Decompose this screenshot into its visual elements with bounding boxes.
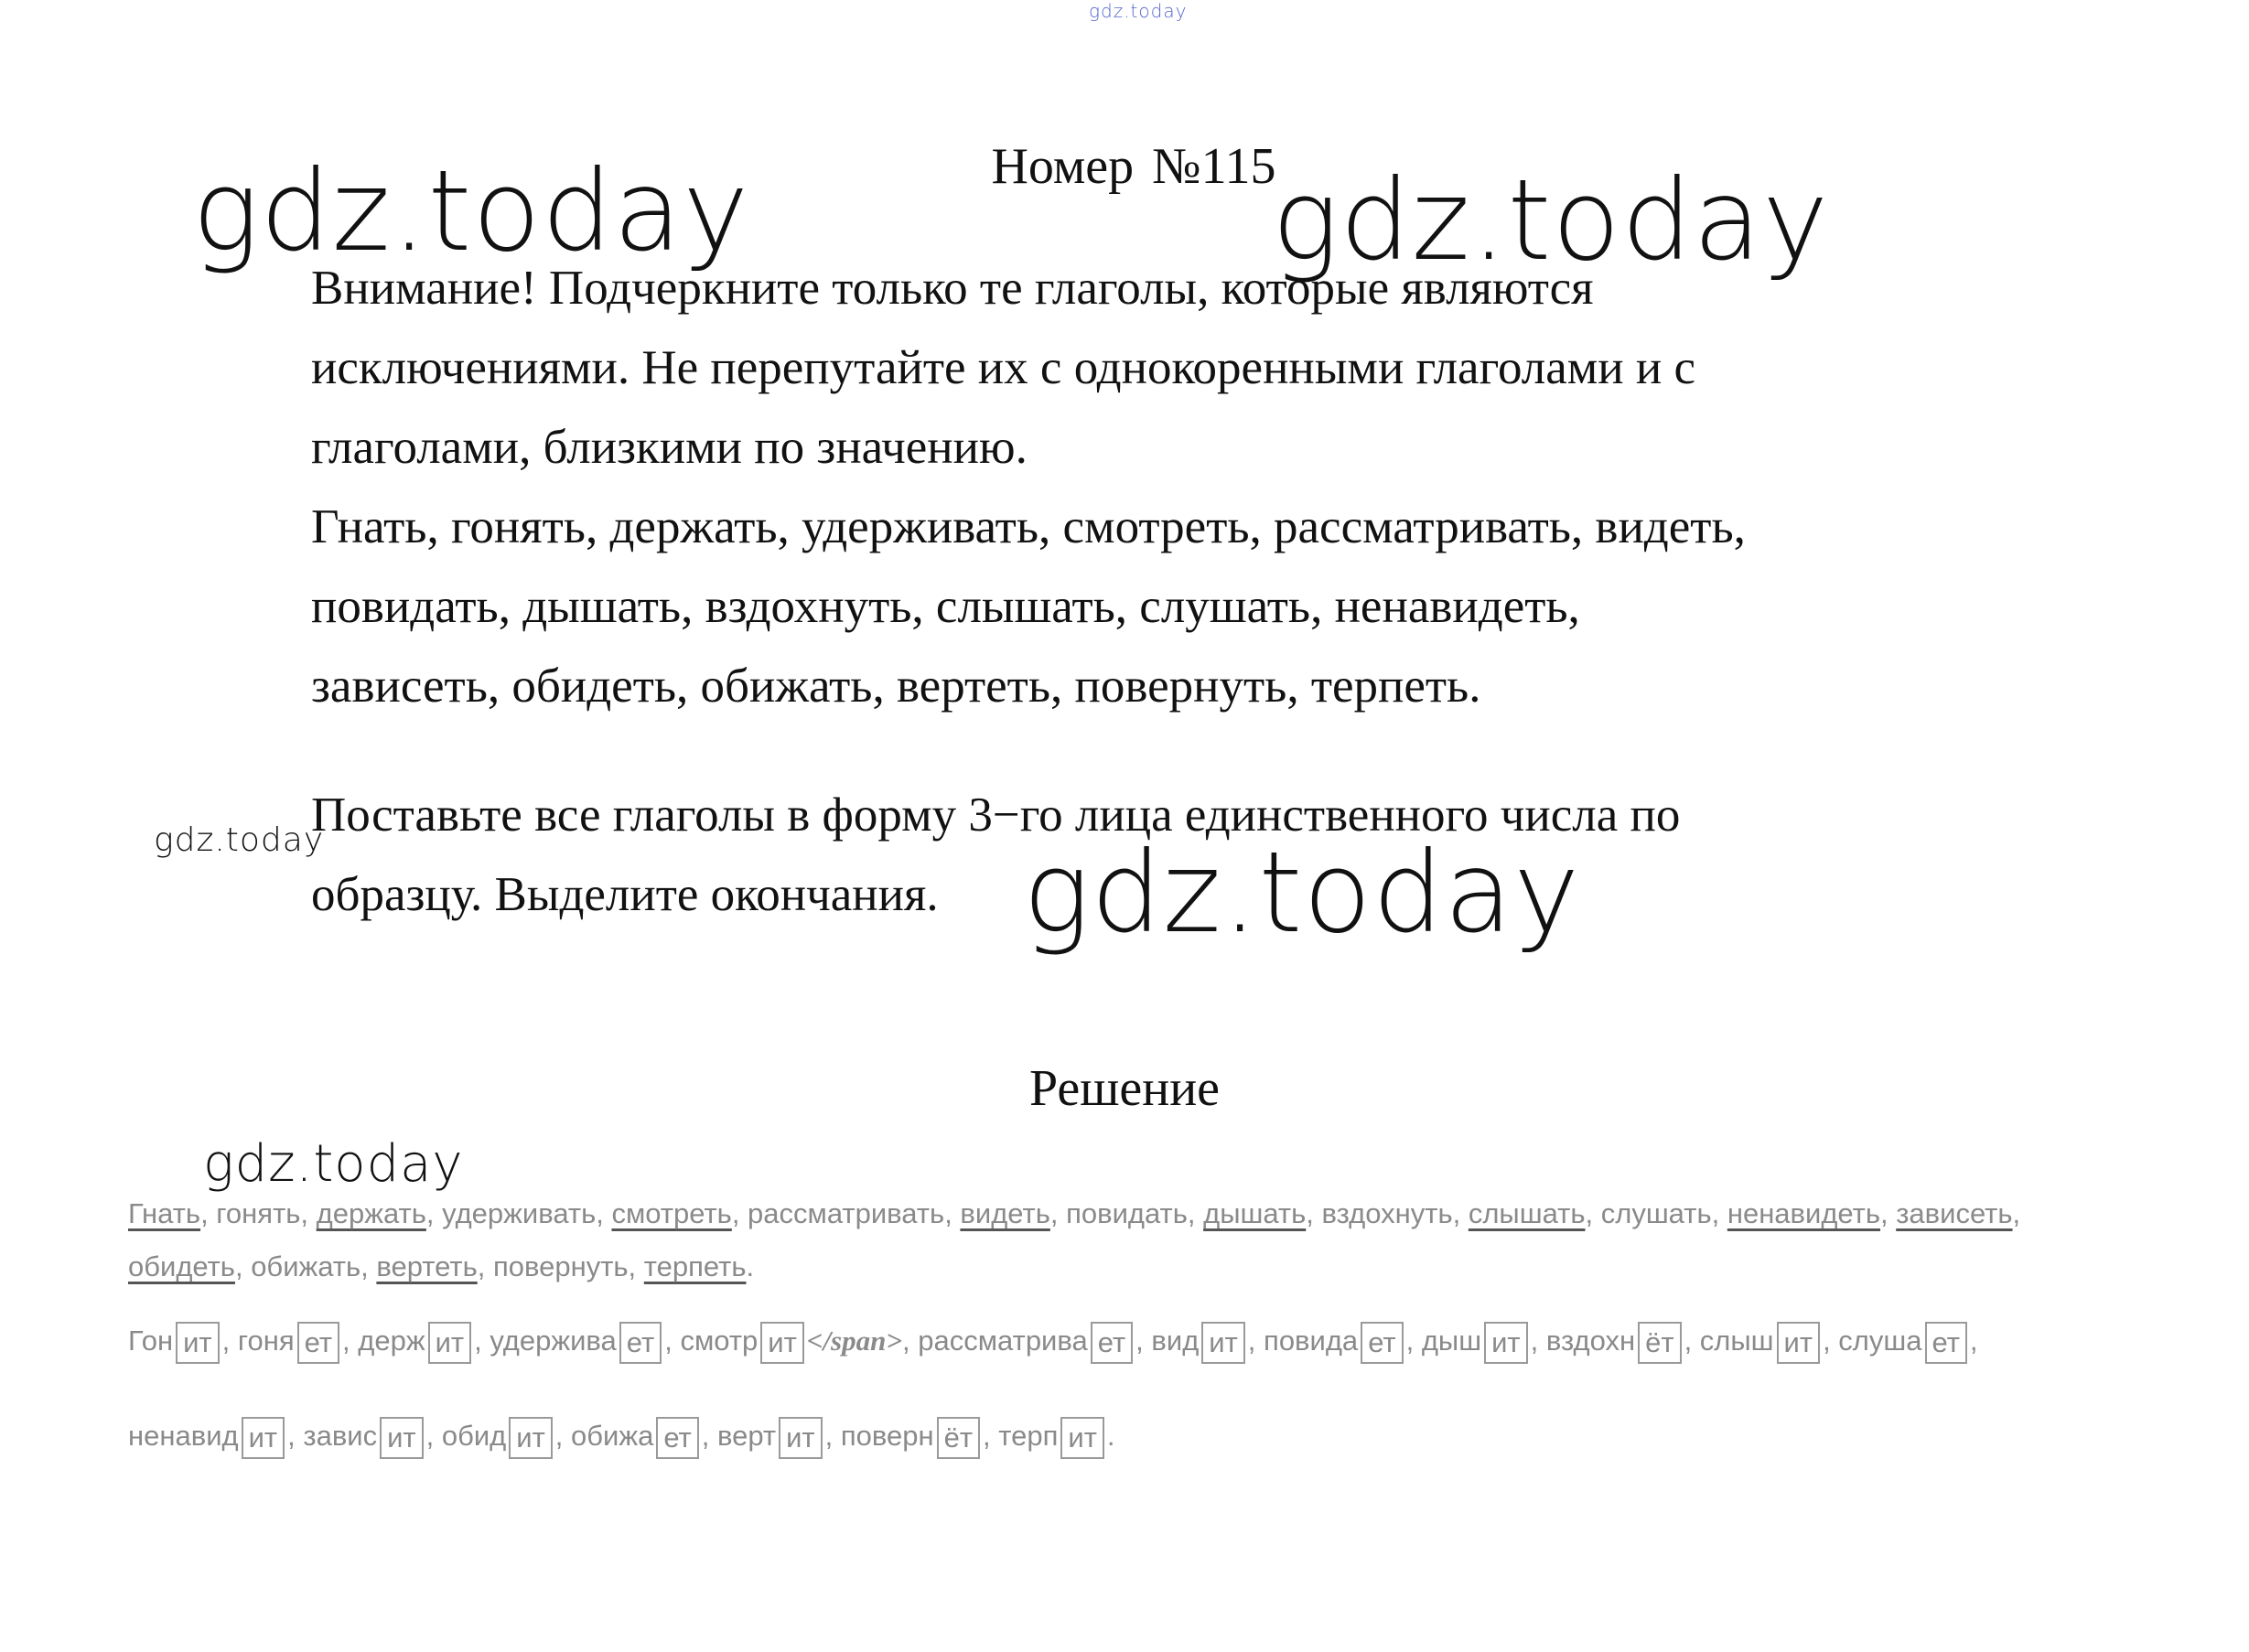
separator: , xyxy=(287,1420,304,1452)
separator: , xyxy=(824,1420,841,1452)
verb-stem: вид xyxy=(1151,1325,1200,1357)
separator: , xyxy=(554,1420,572,1452)
watermark-large-middle: gdz.today xyxy=(1023,828,1581,958)
task-line: глаголами, близкими по значению. xyxy=(311,421,1028,474)
verb-ending-box: ет xyxy=(1091,1322,1133,1364)
title-prefix: Номер xyxy=(991,138,1135,195)
underlined-verb: слышать xyxy=(1468,1197,1586,1229)
plain-verb-text: , гонять, xyxy=(200,1197,317,1229)
verb-ending-box: ит xyxy=(1777,1322,1821,1364)
verb-stem: обижа xyxy=(571,1420,654,1452)
verb-ending-box: ит xyxy=(1060,1417,1104,1459)
separator: , xyxy=(425,1420,442,1452)
verb-stem: дыш xyxy=(1421,1325,1482,1357)
verb-stem: поверн xyxy=(840,1420,934,1452)
verb-stem: держ xyxy=(358,1325,425,1357)
verb-stem: верт xyxy=(716,1420,777,1452)
task-line: образцу. Выделите окончания. xyxy=(311,868,939,921)
watermark-large-left: gdz.today xyxy=(192,146,750,276)
underlined-verb: видеть xyxy=(960,1197,1050,1229)
watermark-small-left: gdz.today xyxy=(154,821,325,859)
separator: . xyxy=(1106,1420,1115,1452)
verb-ending-box: ит xyxy=(509,1417,553,1459)
watermark-large-right: gdz.today xyxy=(1272,156,1830,285)
verb-ending-box: ит xyxy=(380,1417,424,1459)
task-line: зависеть, обидеть, обижать, вертеть, повернуть, терпеть. xyxy=(311,660,1481,713)
plain-verb-text: , рассматривать, xyxy=(731,1197,961,1229)
underlined-verb: держать xyxy=(316,1197,426,1229)
verb-ending-box: ит xyxy=(428,1322,472,1364)
stray-tag: </span> xyxy=(806,1325,903,1357)
underlined-verb: дышать xyxy=(1203,1197,1307,1229)
separator: , xyxy=(1135,1325,1152,1357)
verb-stem: слуша xyxy=(1838,1325,1922,1357)
verb-ending-box: ит xyxy=(1484,1322,1528,1364)
verb-stem: удержива xyxy=(490,1325,617,1357)
plain-verb-text: , обижать, xyxy=(234,1250,377,1282)
verb-ending-box: ит xyxy=(1201,1322,1245,1364)
verb-stem: завис xyxy=(303,1420,378,1452)
solution-heading: Решение xyxy=(1028,1060,1221,1117)
separator: , xyxy=(1530,1325,1546,1357)
verb-ending-box: ет xyxy=(297,1322,339,1364)
verb-stem: ненавид xyxy=(128,1420,239,1452)
answer-line xyxy=(128,1187,2159,1240)
verb-ending-box: ет xyxy=(1925,1322,1967,1364)
underlined-verb: смотреть xyxy=(611,1197,732,1229)
verb-ending-box: ёт xyxy=(937,1417,980,1459)
plain-verb-text: , повернуть, xyxy=(477,1250,644,1282)
separator: , xyxy=(474,1325,490,1357)
verb-stem: повида xyxy=(1264,1325,1359,1357)
title-number: №115 xyxy=(1152,138,1276,195)
verb-stem: обид xyxy=(441,1420,507,1452)
verb-stem: Гон xyxy=(128,1325,174,1357)
task-line: Гнать, гонять, держать, удерживать, смотреть, рассматривать, видеть, xyxy=(311,500,1746,553)
verb-ending-box: ит xyxy=(176,1322,220,1364)
verb-ending-box: ет xyxy=(656,1417,698,1459)
separator: , xyxy=(902,1325,919,1357)
underlined-verb: вертеть xyxy=(376,1250,478,1282)
plain-verb-text: , повидать, xyxy=(1049,1197,1204,1229)
task-line: повидать, дышать, вздохнуть, слышать, слушать, ненавидеть, xyxy=(311,580,1580,633)
plain-verb-text: , слушать, xyxy=(1585,1197,1727,1229)
verb-ending-box: ёт xyxy=(1638,1322,1681,1364)
verb-stem: смотр xyxy=(680,1325,759,1357)
underlined-verb: обидеть xyxy=(128,1250,235,1282)
plain-verb-text: , вздохнуть, xyxy=(1306,1197,1469,1229)
verb-ending-box: ит xyxy=(242,1417,285,1459)
watermark-solution: gdz.today xyxy=(203,1134,464,1194)
task-line: Внимание! Подчеркните только те глаголы, которые являются xyxy=(311,262,1594,315)
underlined-verb: зависеть xyxy=(1896,1197,2013,1229)
verb-stem: рассматрива xyxy=(918,1325,1088,1357)
plain-verb-text: , xyxy=(2012,1197,2021,1229)
separator: , xyxy=(1405,1325,1422,1357)
answer-endings-line xyxy=(128,1314,2159,1368)
separator: , xyxy=(1247,1325,1264,1357)
separator: , xyxy=(1969,1325,1978,1357)
verb-stem: слыш xyxy=(1699,1325,1774,1357)
verb-stem: терп xyxy=(998,1420,1059,1452)
task-line: исключениями. Не перепутайте их с однокоренными глаголами и с xyxy=(311,341,1696,394)
separator: , xyxy=(1684,1325,1700,1357)
verb-stem: гоня xyxy=(237,1325,295,1357)
task-second-part xyxy=(311,776,1976,935)
separator: , xyxy=(664,1325,681,1357)
verb-ending-box: ет xyxy=(1361,1322,1403,1364)
underlined-verb: терпеть xyxy=(643,1250,747,1282)
underlined-verb: Гнать xyxy=(128,1197,201,1229)
plain-verb-text: . xyxy=(746,1250,755,1282)
separator: , xyxy=(1823,1325,1839,1357)
plain-verb-text: , xyxy=(1879,1197,1897,1229)
verb-ending-box: ит xyxy=(760,1322,804,1364)
watermark-small-top: gdz.today xyxy=(1089,0,1188,22)
verb-stem: вздохн xyxy=(1545,1325,1636,1357)
plain-verb-text: , удерживать, xyxy=(425,1197,612,1229)
task-line: Поставьте все глаголы в форму 3−го лица единственного числа по xyxy=(311,788,1681,842)
separator: , xyxy=(983,1420,999,1452)
task-instructions xyxy=(311,249,1976,726)
verb-ending-box: ит xyxy=(779,1417,823,1459)
answer-line xyxy=(128,1240,2159,1293)
underlined-verb: ненавидеть xyxy=(1727,1197,1880,1229)
answer-underlined-block xyxy=(128,1187,2159,1293)
separator: , xyxy=(342,1325,359,1357)
separator: , xyxy=(701,1420,717,1452)
verb-ending-box: ет xyxy=(619,1322,662,1364)
answer-endings-line xyxy=(128,1409,2159,1464)
page-title xyxy=(0,137,2249,196)
separator: , xyxy=(221,1325,238,1357)
